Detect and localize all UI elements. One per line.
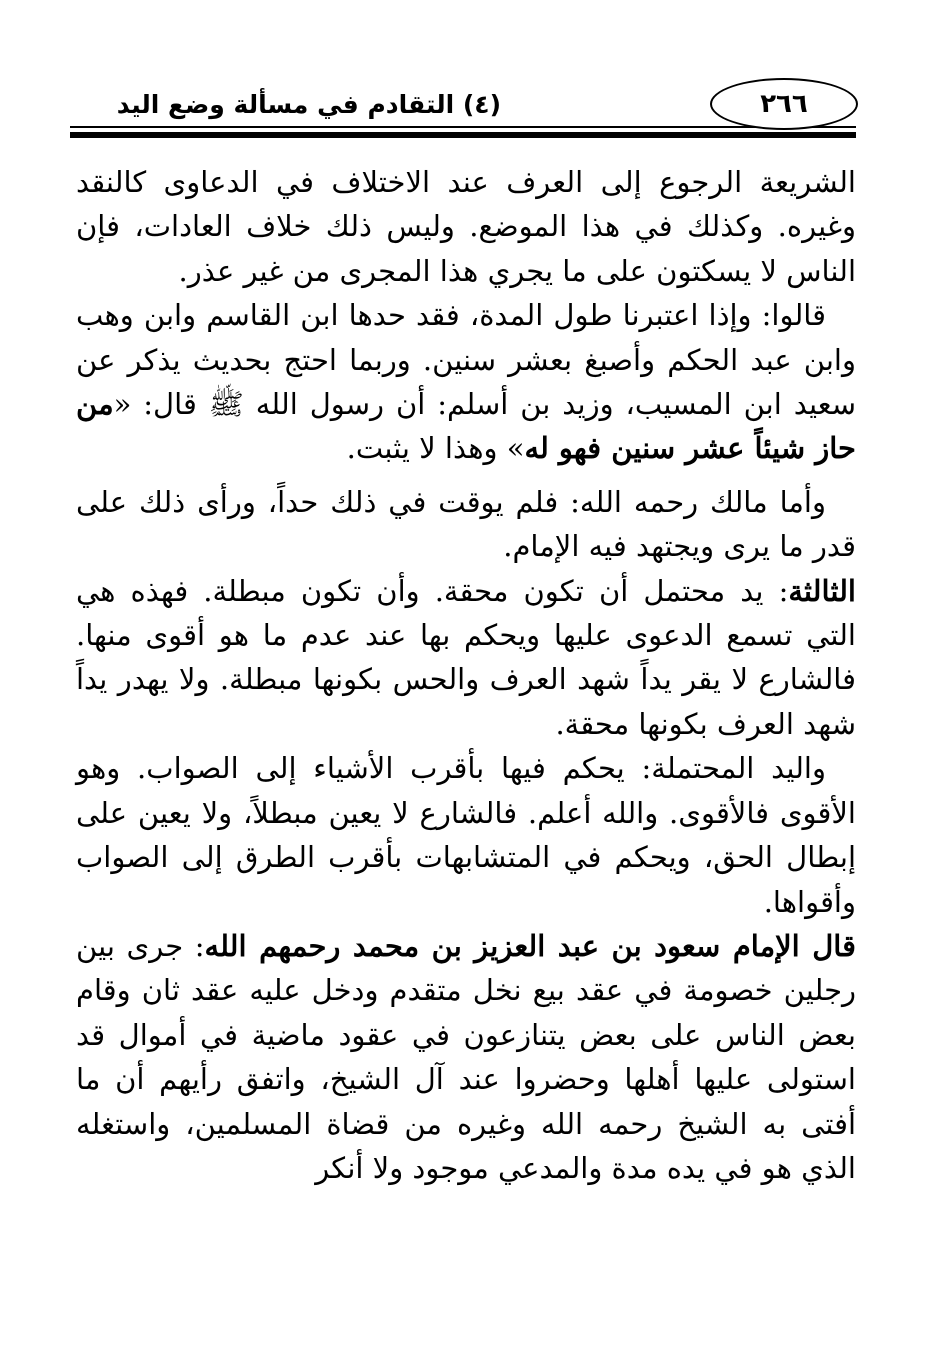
header-rule-thin — [70, 126, 856, 128]
header-rule-thick — [70, 132, 856, 138]
paragraph-5: واليد المحتملة: يحكم فيها بأقرب الأشياء إلى الصواب. وهو الأقوى فالأقوى. والله أعلم. فالشارع لا يعين مبطلاً، ولا يعين على إبطال الحق، ويحكم في المتشابهات بأقرب الطرق إلى الصواب وأقواها. — [76, 751, 856, 919]
paragraph-6 — [76, 924, 856, 1190]
running-title: (٤) التقادم في مسألة وضع اليد — [116, 90, 501, 119]
hadith-quote: من حاز شيئاً عشر سنين فهو له — [76, 387, 856, 466]
paragraph-6-text: : جرى بين رجلين خصومة في عقد بيع نخل متقدم ودخل عليه عقد ثان وقام بعض الناس على بعض يتنازعون في عقود ماضية في أموال قد استولى عليها أهلها وحضروا عند آل الشيخ، واتفق رأيهم أن ما أفتى به الشيخ رحمه الله وغيره من قضاة المسلمين، واستغله الذي هو في يده مدة والمدعي موجود ولا أنكر — [76, 928, 856, 1185]
paragraph-2 — [76, 293, 856, 471]
paragraph-3: وأما مالك رحمه الله: فلم يوقت في ذلك حداً، ورأى ذلك على قدر ما يرى ويجتهد فيه الإمام. — [76, 484, 856, 564]
page-header — [70, 78, 856, 142]
paragraph-1: الشريعة الرجوع إلى العرف عند الاختلاف في الدعاوى كالنقد وغيره. وكذلك في هذا الموضع. وليس ذلك خلاف العادات، فإن الناس لا يسكتون على ما يجري هذا المجرى من غير عذر. — [76, 165, 856, 288]
attribution-heading: قال الإمام سعود بن عبد العزيز بن محمد رحمهم الله — [204, 928, 856, 963]
section-label-third: الثالثة — [788, 573, 856, 608]
page-number: ٢٦٦ — [710, 78, 858, 130]
paragraph-4 — [76, 569, 856, 747]
paragraph-4-text: : يد محتمل أن تكون محقة. وأن تكون مبطلة. فهذه هي التي تسمع الدعوى عليها ويحكم بها عند عدم ما هو أقوى منها. فالشارع لا يقر يداً شهد العرف والحس بكونها مبطلة. ولا يهدر يداً شهد العرف بكونها محقة. — [76, 573, 856, 741]
paragraph-2-text-a: قالوا: وإذا اعتبرنا طول المدة، فقد حدها ابن القاسم وابن وهب وابن عبد الحكم وأصبغ بعشر سنين. وربما احتج بحديث يذكر عن سعيد ابن المسيب، وزيد بن أسلم: أن رسول الله ﷺ قال: « — [76, 298, 856, 422]
paragraph-2-text-b: » وهذا لا يثبت. — [346, 431, 525, 466]
page-body — [76, 160, 856, 1190]
